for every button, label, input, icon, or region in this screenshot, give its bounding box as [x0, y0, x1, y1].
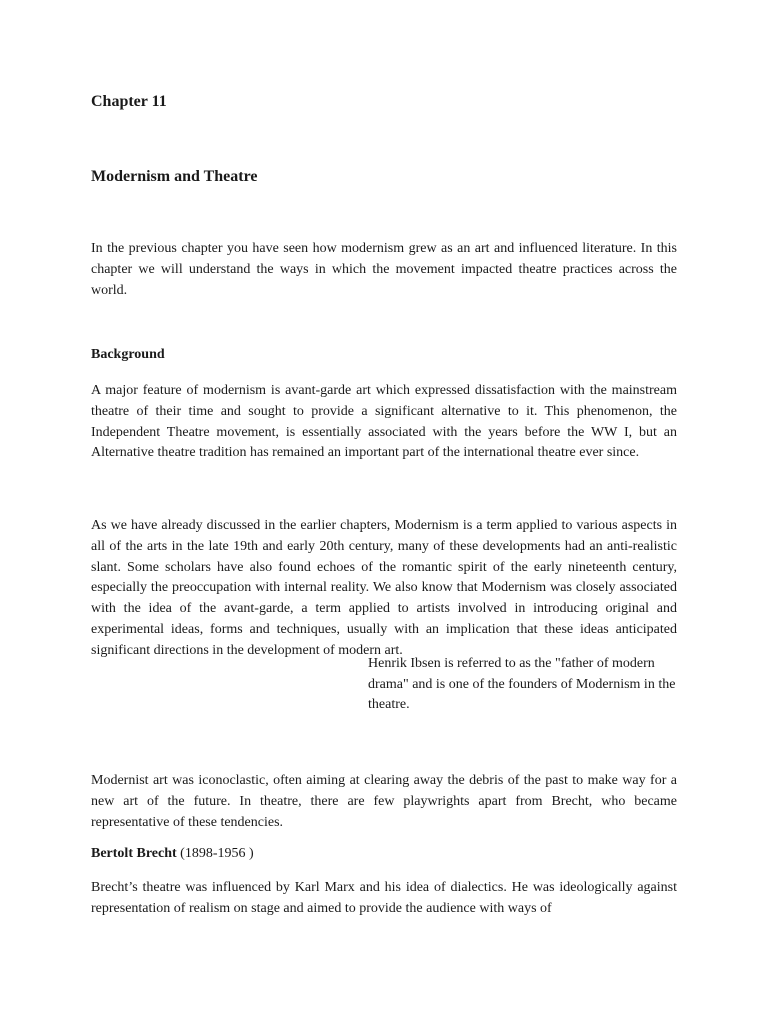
background-heading: Background	[91, 347, 165, 362]
chapter-title: Modernism and Theatre	[91, 168, 258, 185]
modernist-paragraph: Modernist art was iconoclastic, often aiming at clearing away the debris of the past to make way for a new art of the future. In theatre, there are few playwrights apart from Brecht, who became representative of these tendencies.	[91, 773, 677, 830]
brecht-heading	[91, 846, 254, 862]
intro-paragraph: In the previous chapter you have seen how modernism grew as an art and influenced literature. In this chapter we will understand the ways in which the movement impacted theatre practices across the world.	[91, 241, 677, 298]
chapter-label: Chapter 11	[91, 93, 167, 110]
background-paragraph-1: A major feature of modernism is avant-garde art which expressed dissatisfaction with the mainstream theatre of their time and sought to provide a significant alternative to it. This phenomenon, the Independent Theatre movement, is essentially associated with the years before the WW I, but an Alternative theatre tradition has remained an important part of the international theatre ever since.	[91, 383, 677, 461]
brecht-dates: (1898-1956 )	[176, 846, 254, 861]
brecht-paragraph: Brecht’s theatre was influenced by Karl Marx and his idea of dialectics. He was ideologically against representation of realism on stage and aimed to provide the audience with ways of	[91, 880, 677, 916]
brecht-name: Bertolt Brecht	[91, 846, 177, 861]
ibsen-callout: Henrik Ibsen is referred to as the "father of modern drama" and is one of the founders of Modernism in the theatre.	[368, 656, 676, 712]
background-paragraph-2: As we have already discussed in the earlier chapters, Modernism is a term applied to various aspects in all of the arts in the late 19th and early 20th century, many of these developments had an anti-realistic slant. Some scholars have also found echoes of the romantic spirit of the early nineteenth century, especially the preoccupation with internal reality. We also know that Modernism was closely associated with the idea of the avant-garde, a term applied to artists involved in introducing original and experimental ideas, forms and techniques, usually with an implication that these ideas anticipated significant directions in the development of modern art.	[91, 518, 677, 658]
